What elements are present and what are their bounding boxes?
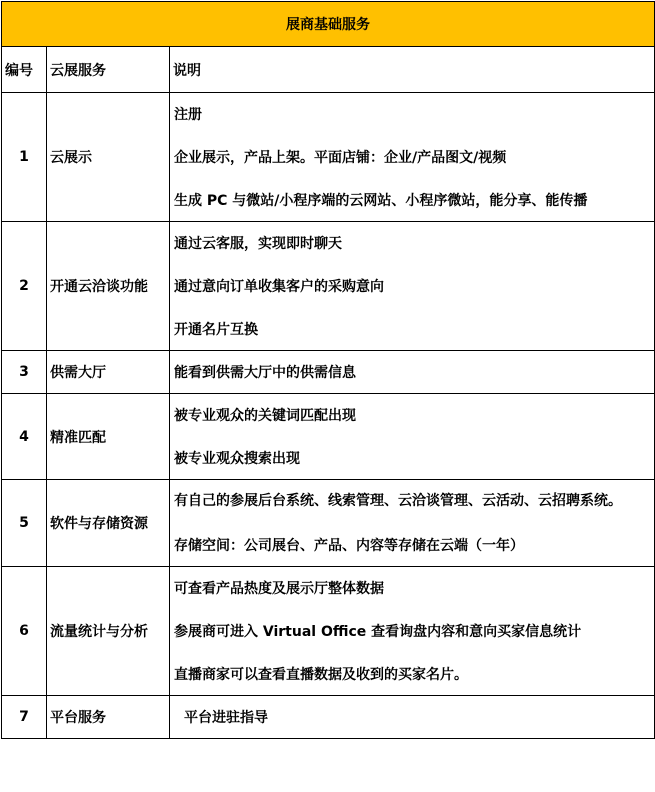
row-description (170, 93, 655, 222)
description-item: 能看到供需大厅中的供需信息 (174, 365, 356, 381)
description-item: 存储空间：公司展台、产品、内容等存储在云端（一年） (174, 537, 524, 554)
exhibitor-services-table (1, 1, 655, 739)
description-item: 直播商家可以查看直播数据及收到的买家名片。 (174, 666, 468, 683)
header-service: 云展服务 (47, 47, 170, 93)
description-item: 企业展示，产品上架。平面店铺：企业/产品图文/视频 (174, 149, 507, 166)
description-item: 通过云客服，实现即时聊天 (174, 236, 342, 252)
row-service: 供需大厅 (47, 351, 170, 394)
description-item: 通过意向订单收集客户的采购意向 (174, 278, 384, 295)
row-service: 平台服务 (47, 696, 170, 739)
table-row (2, 93, 655, 222)
row-service: 开通云洽谈功能 (47, 222, 170, 351)
row-description (170, 394, 655, 480)
table-row (2, 394, 655, 480)
row-service: 软件与存储资源 (47, 480, 170, 567)
description-item: 有自己的参展后台系统、线索管理、云洽谈管理、云活动、云招聘系统。 (174, 493, 622, 509)
row-service: 流量统计与分析 (47, 567, 170, 696)
row-service: 云展示 (47, 93, 170, 222)
row-description (170, 567, 655, 696)
row-number: 2 (2, 222, 47, 351)
description-item: 参展商可进入 Virtual Office 查看询盘内容和意向买家信息统计 (174, 623, 582, 640)
description-item: 被专业观众搜索出现 (174, 450, 300, 467)
row-number: 4 (2, 394, 47, 480)
description-item: 被专业观众的关键词匹配出现 (174, 408, 356, 424)
description-item: 可查看产品热度及展示厅整体数据 (174, 581, 384, 597)
row-number: 3 (2, 351, 47, 394)
description-item: 平台进驻指导 (184, 710, 268, 726)
row-description (170, 696, 655, 739)
row-number: 5 (2, 480, 47, 567)
description-item: 注册 (174, 107, 202, 123)
table-row (2, 222, 655, 351)
row-description (170, 222, 655, 351)
description-item: 开通名片互换 (174, 321, 258, 338)
description-item: 生成 PC 与微站/小程序端的云网站、小程序微站，能分享、能传播 (174, 192, 588, 209)
header-num: 编号 (2, 47, 47, 93)
row-description (170, 351, 655, 394)
row-description (170, 480, 655, 567)
row-number: 1 (2, 93, 47, 222)
row-number: 6 (2, 567, 47, 696)
table-title: 展商基础服务 (2, 2, 655, 47)
header-desc: 说明 (170, 47, 655, 93)
table-row (2, 480, 655, 567)
row-number: 7 (2, 696, 47, 739)
table-row (2, 567, 655, 696)
table-row (2, 351, 655, 394)
table-row (2, 696, 655, 739)
row-service: 精准匹配 (47, 394, 170, 480)
